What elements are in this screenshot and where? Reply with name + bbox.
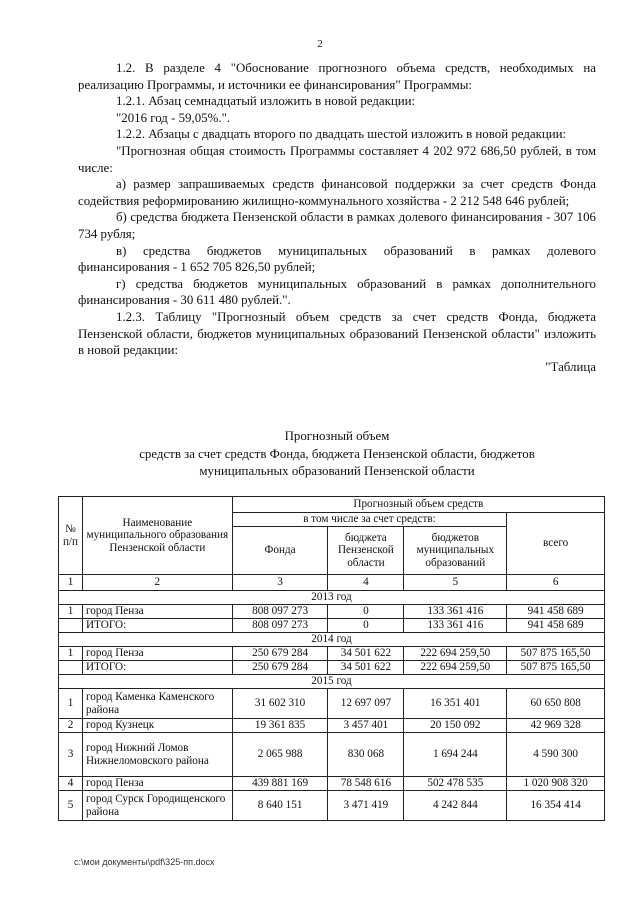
table-row [59, 719, 605, 733]
paragraph: 1.2. В разделе 4 "Обоснование прогнозного объема средств, необходимых на реализацию Программы, и источники ее финансирования" Программы: [78, 61, 596, 92]
cell-n: 4 [59, 777, 83, 791]
cell-n: 3 [59, 733, 83, 777]
table-row [59, 661, 605, 675]
cell-fund: 8 640 151 [232, 791, 328, 821]
paragraph: 1.2.2. Абзацы с двадцать второго по двадцать шестой изложить в новой редакции: [116, 127, 567, 142]
cell-municipal: 16 351 401 [404, 689, 507, 719]
cell-name: ИТОГО: [82, 619, 232, 633]
cell-municipal: 133 361 416 [404, 619, 507, 633]
cell-name: город Пенза [82, 777, 232, 791]
cell-n [59, 619, 83, 633]
cell-n: 1 [59, 689, 83, 719]
cell-municipal: 1 694 244 [404, 733, 507, 777]
table-row [59, 733, 605, 777]
table-label: "Таблица [545, 359, 596, 374]
cell-regional: 12 697 097 [328, 689, 404, 719]
header-regional-budget: бюджета Пензенской области [328, 527, 404, 575]
cell-municipal: 222 694 259,50 [404, 661, 507, 675]
table-title-line-2: средств за счет средств Фонда, бюджета Пензенской области, бюджетов [139, 446, 535, 461]
cell-name: город Кузнецк [82, 719, 232, 733]
column-number-cell: 4 [328, 575, 404, 591]
cell-name: город Пенза [82, 647, 232, 661]
table-row [59, 647, 605, 661]
cell-total: 16 354 414 [507, 791, 605, 821]
file-path-footer: c:\мои документы\pdf\325-пп.docx [74, 857, 215, 867]
paragraph: 1.2.3. Таблицу "Прогнозный объем средств за счет средств Фонда, бюджета Пензенской области, бюджетов муниципальных образований Пензенской области" изложить в новой редакции: [78, 309, 596, 358]
cell-total: 4 590 300 [507, 733, 605, 777]
paragraph: г) средства бюджетов муниципальных образований в рамках дополнительного финансирования - 30 611 480 рублей.". [78, 276, 596, 308]
cell-total: 42 969 328 [507, 719, 605, 733]
column-number-cell: 3 [232, 575, 328, 591]
table-title-block [78, 428, 596, 481]
column-number-cell: 2 [82, 575, 232, 591]
cell-fund: 19 361 835 [232, 719, 328, 733]
cell-n: 2 [59, 719, 83, 733]
cell-fund: 808 097 273 [232, 605, 328, 619]
paragraph: "2016 год - 59,05%.". [116, 110, 231, 125]
cell-n [59, 661, 83, 675]
column-number-cell: 5 [404, 575, 507, 591]
cell-regional: 34 501 622 [328, 661, 404, 675]
cell-total: 941 458 689 [507, 605, 605, 619]
cell-regional: 78 548 616 [328, 777, 404, 791]
cell-fund: 31 602 310 [232, 689, 328, 719]
forecast-table [58, 496, 605, 821]
cell-regional: 830 068 [328, 733, 404, 777]
year-row [59, 591, 605, 605]
cell-regional: 3 457 401 [328, 719, 404, 733]
header-num: № п/п [59, 497, 83, 575]
column-numbers-row [59, 575, 605, 591]
cell-name: город Пенза [82, 605, 232, 619]
page-number: 2 [317, 38, 323, 50]
header-forecast: Прогнозный объем средств [232, 497, 604, 513]
cell-regional: 3 471 419 [328, 791, 404, 821]
cell-regional: 0 [328, 619, 404, 633]
cell-total: 507 875 165,50 [507, 647, 605, 661]
cell-municipal: 133 361 416 [404, 605, 507, 619]
cell-fund: 808 097 273 [232, 619, 328, 633]
cell-name: ИТОГО: [82, 661, 232, 675]
table-title-line-3: муниципальных образований Пензенской области [199, 464, 475, 479]
cell-n: 1 [59, 605, 83, 619]
cell-total: 60 650 808 [507, 689, 605, 719]
paragraph: 1.2.1. Абзац семнадцатый изложить в новой редакции: [116, 94, 416, 109]
year-label: 2013 год [59, 591, 605, 605]
header-total: всего [507, 513, 605, 575]
paragraph: в) средства бюджетов муниципальных образований в рамках долевого финансирования - 1 652 705 826,50 рублей; [78, 243, 596, 275]
cell-name: город Нижний Ломов Нижнеломовского района [82, 733, 232, 777]
header-fund: Фонда [232, 527, 328, 575]
table-row [59, 605, 605, 619]
column-number-cell: 1 [59, 575, 83, 591]
body-text [78, 60, 596, 375]
cell-municipal: 222 694 259,50 [404, 647, 507, 661]
year-label: 2015 год [59, 675, 605, 689]
year-label: 2014 год [59, 633, 605, 647]
cell-n: 5 [59, 791, 83, 821]
cell-municipal: 502 478 535 [404, 777, 507, 791]
table-row [59, 777, 605, 791]
header-including: в том числе за счет средств: [232, 513, 507, 527]
cell-fund: 439 881 169 [232, 777, 328, 791]
cell-municipal: 4 242 844 [404, 791, 507, 821]
paragraph: б) средства бюджета Пензенской области в рамках долевого финансирования - 307 106 734 рубля; [78, 210, 596, 241]
cell-municipal: 20 150 092 [404, 719, 507, 733]
cell-regional: 34 501 622 [328, 647, 404, 661]
cell-total: 1 020 908 320 [507, 777, 605, 791]
cell-total: 507 875 165,50 [507, 661, 605, 675]
header-municipal-budgets: бюджетов муниципальных образований [404, 527, 507, 575]
cell-n: 1 [59, 647, 83, 661]
paragraph: "Прогнозная общая стоимость Программы составляет 4 202 972 686,50 рублей, в том числе: [78, 143, 596, 175]
year-row [59, 675, 605, 689]
header-municipality: Наименование муниципального образования Пензенской области [82, 497, 232, 575]
cell-fund: 250 679 284 [232, 647, 328, 661]
cell-name: город Сурск Городищенского района [82, 791, 232, 821]
table-row [59, 689, 605, 719]
year-row [59, 633, 605, 647]
cell-total: 941 458 689 [507, 619, 605, 633]
column-number-cell: 6 [507, 575, 605, 591]
table-row [59, 619, 605, 633]
table-title-line-1: Прогнозный объем [284, 429, 390, 443]
cell-fund: 2 065 988 [232, 733, 328, 777]
table-row [59, 791, 605, 821]
cell-regional: 0 [328, 605, 404, 619]
cell-name: город Каменка Каменского района [82, 689, 232, 719]
cell-fund: 250 679 284 [232, 661, 328, 675]
paragraph: а) размер запрашиваемых средств финансовой поддержки за счет средств Фонда содействия реформированию жилищно-коммунального хозяйства - 2 212 548 646 рублей; [78, 177, 596, 208]
